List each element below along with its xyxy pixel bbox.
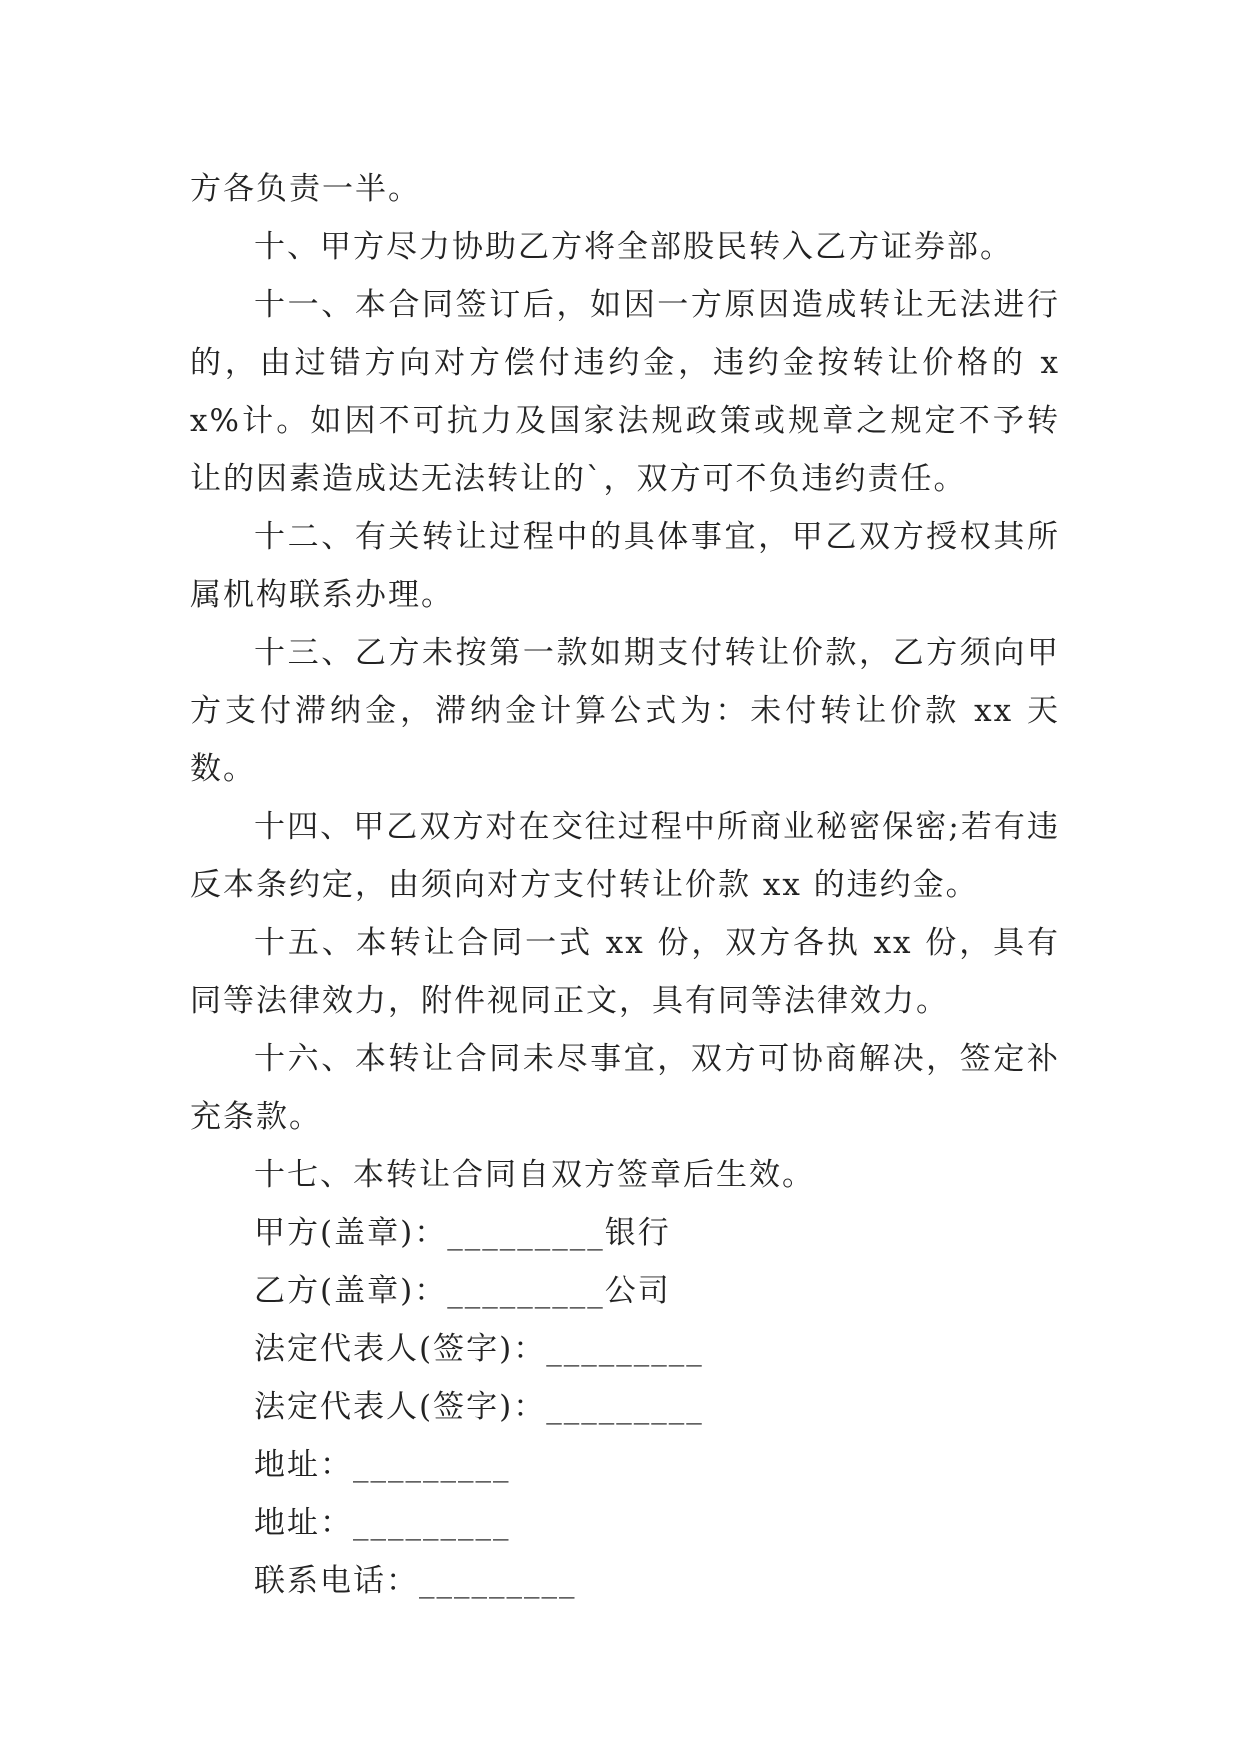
paragraph: 十三、乙方未按第一款如期支付转让价款，乙方须向甲方支付滞纳金，滞纳金计算公式为：未付转让价款 xx 天数。 [190, 635, 1060, 787]
paragraph: 十、甲方尽力协助乙方将全部股民转入乙方证券部。 [254, 229, 1013, 265]
paragraph: 十四、甲乙双方对在交往过程中所商业秘密保密;若有违反本条约定，由须向对方支付转让价款 xx 的违约金。 [190, 809, 1060, 903]
signature-party-a: 甲方(盖章)：_________银行 [254, 1215, 671, 1251]
paragraph: 十六、本转让合同未尽事宜，双方可协商解决，签定补充条款。 [190, 1041, 1060, 1135]
signature-legal-rep-b: 法定代表人(签字)：_________ [254, 1389, 704, 1425]
paragraph: 方各负责一半。 [190, 171, 421, 207]
paragraph: 十一、本合同签订后，如因一方原因造成转让无法进行的，由过错方向对方偿付违约金，违约金按转让价格的 xx%计。如因不可抗力及国家法规政策或规章之规定不予转让的因素造成达无法转让的`，双方可不负违约责任。 [190, 287, 1060, 497]
paragraph: 十五、本转让合同一式 xx 份，双方各执 xx 份，具有同等法律效力，附件视同正文，具有同等法律效力。 [190, 925, 1060, 1019]
paragraph: 十七、本转让合同自双方签章后生效。 [254, 1157, 815, 1193]
document-body [190, 160, 1060, 1610]
paragraph: 十二、有关转让过程中的具体事宜，甲乙双方授权其所属机构联系办理。 [190, 519, 1060, 613]
signature-address-a: 地址：_________ [254, 1447, 511, 1483]
signature-address-b: 地址：_________ [254, 1505, 511, 1541]
signature-phone: 联系电话：_________ [254, 1563, 577, 1599]
signature-party-b: 乙方(盖章)：_________公司 [254, 1273, 671, 1309]
signature-legal-rep-a: 法定代表人(签字)：_________ [254, 1331, 704, 1367]
